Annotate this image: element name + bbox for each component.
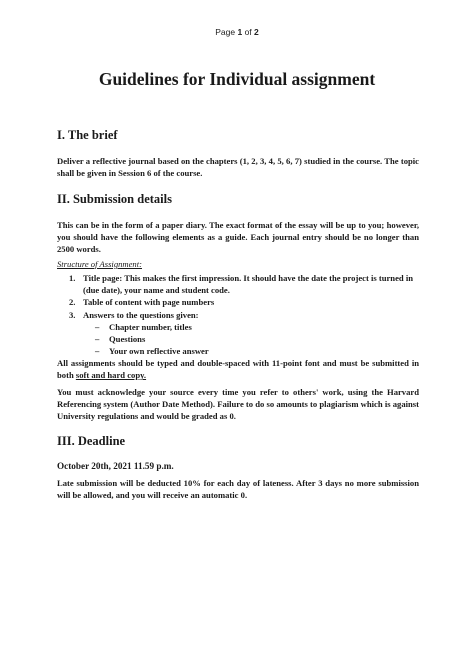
acknowledge-sources-text: You must acknowledge your source every time you refer to others' work, using the Harvard Referencing system (Author Date Method). Failure to do so amounts to plagiarism which is against University regulations and would be graded as 0. xyxy=(57,387,419,422)
page-number-current: 1 xyxy=(237,27,243,37)
item-number: 1. xyxy=(69,273,76,283)
page-number-total: 2 xyxy=(254,27,259,37)
sub-item-text: Chapter number, titles xyxy=(109,321,192,332)
sub-item-text: Your own reflective answer xyxy=(109,346,209,357)
brief-text: Deliver a reflective journal based on the chapters (1, 2, 3, 4, 5, 6, 7) studied in the course. The topic shall be given in Session 6 of the course. xyxy=(57,156,419,179)
deadline-heading: III. Deadline xyxy=(57,434,126,448)
item-text: Answers to the questions given: xyxy=(83,309,199,320)
page-number xyxy=(0,27,474,37)
structure-list xyxy=(57,272,419,357)
soft-hard-copy-emphasis: soft and hard copy. xyxy=(75,370,147,381)
page-number-middle: of xyxy=(242,27,255,37)
item-number: 2. xyxy=(69,297,76,308)
structure-item-table-of-content xyxy=(57,296,419,308)
page-number-prefix: Page xyxy=(215,27,238,37)
structure-label: Structure of Assignment: xyxy=(57,259,142,269)
structure-item-answers xyxy=(57,309,419,358)
deadline-text: Late submission will be deducted 10% for each day of lateness. After 3 days no more submission will be allowed, and you will receive an automatic 0. xyxy=(57,478,419,501)
item-text: Table of content with page numbers xyxy=(83,297,215,308)
sub-item-reflective-answer xyxy=(83,345,419,357)
submission-intro: This can be in the form of a paper diary. The exact format of the essay will be up to you; however, you should have the following elements as a guide. Each journal entry should be no longer than 2500 words. xyxy=(57,220,419,255)
typing-requirements xyxy=(57,357,419,381)
answers-sublist xyxy=(83,321,419,358)
sub-item-questions xyxy=(83,333,419,345)
sub-item-chapter xyxy=(83,321,419,333)
dash-bullet: – xyxy=(95,334,100,345)
document-title: Guidelines for Individual assignment xyxy=(98,69,376,89)
typing-text: All assignments should be typed and double-spaced with 11-point font and must be submitted in both xyxy=(57,358,419,381)
submission-heading: II. Submission details xyxy=(57,192,172,206)
item-number: 3. xyxy=(69,309,76,320)
deadline-date: October 20th, 2021 11.59 p.m. xyxy=(57,461,174,471)
structure-item-title-page xyxy=(57,272,419,296)
dash-bullet: – xyxy=(95,321,100,332)
sub-item-text: Questions xyxy=(109,334,146,345)
brief-heading: I. The brief xyxy=(57,128,118,142)
item-text: Title page: This makes the first impression. It should have the date the project is turned in (due date), your name and student code. xyxy=(83,273,413,296)
dash-bullet: – xyxy=(95,346,100,357)
